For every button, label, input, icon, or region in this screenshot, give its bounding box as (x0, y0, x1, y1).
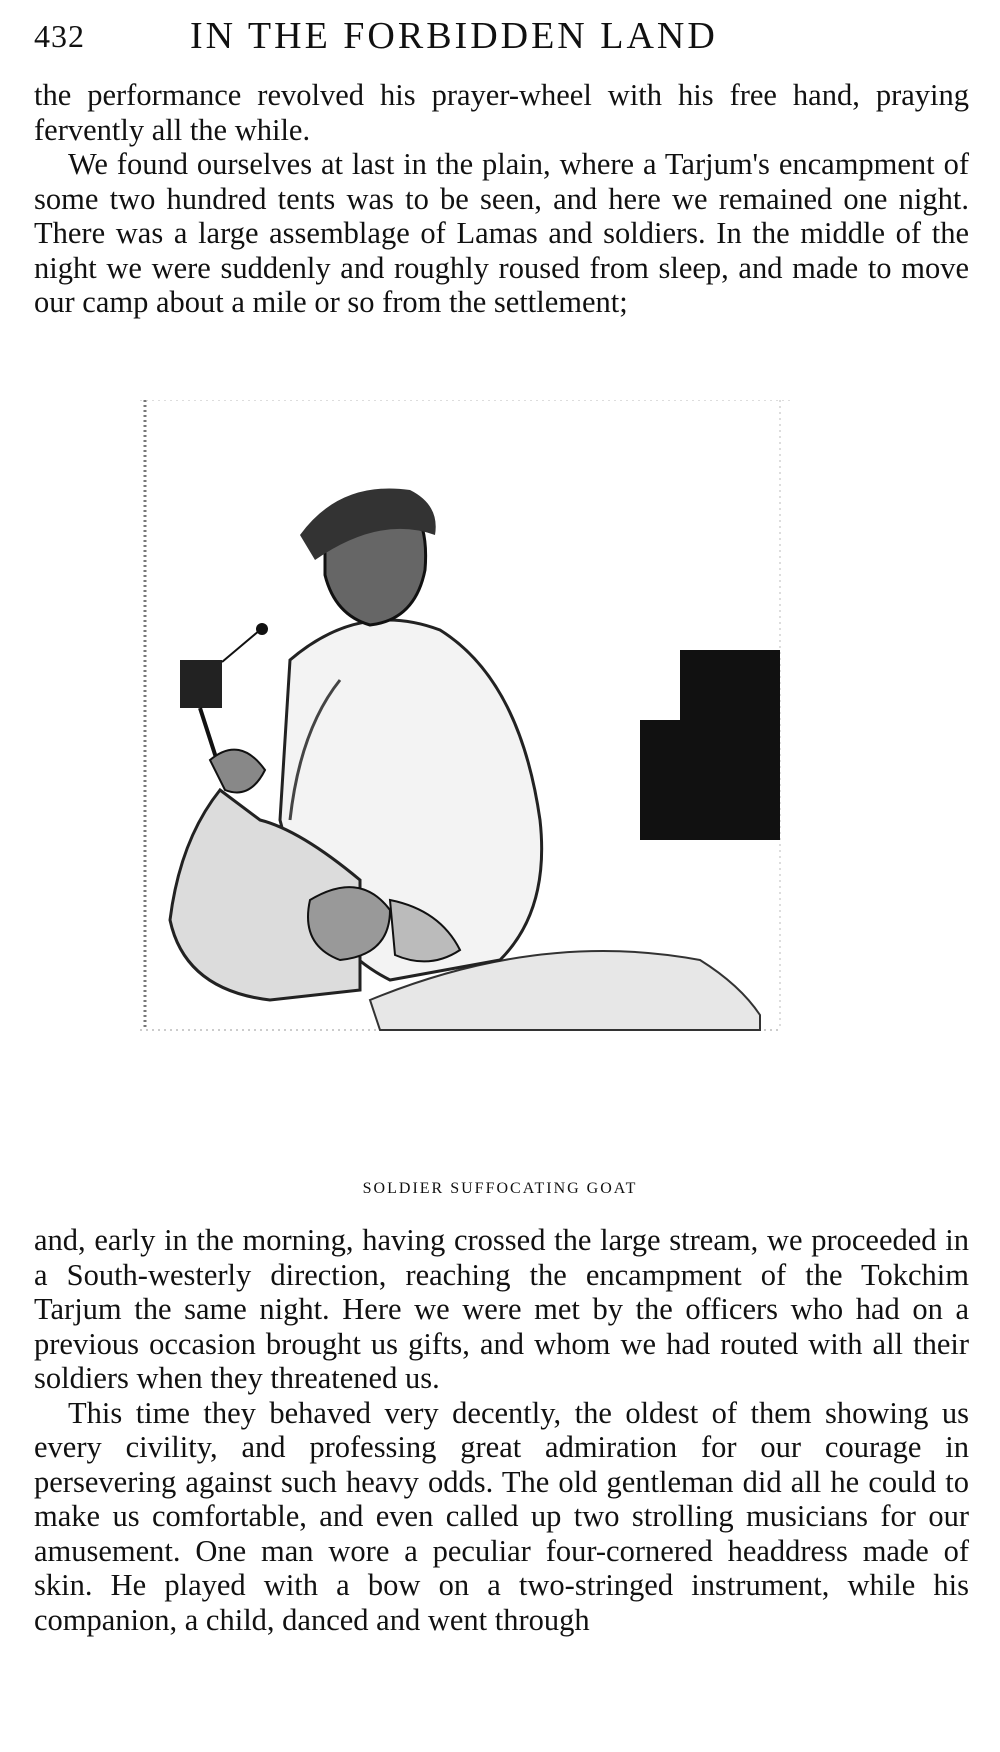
top-text-block (34, 78, 969, 320)
paragraph: This time they behaved very decently, the oldest of them showing us every civility, and professing great admiration for our courage in persevering against such heavy odds. The old gentleman did all he could to make us comfortable, and even called up two strolling musicians for our amusement. One man wore a peculiar four-cornered headdress made of skin. He played with a bow on a two-stringed instrument, while his companion, a child, danced and went through (34, 1395, 969, 1637)
paragraph: and, early in the morning, having crossed the large stream, we proceeded in a South-westerly direction, reaching the encampment of the Tokchim Tarjum the same night. Here we were met by the officers who had on a previous occasion brought us gifts, and whom we had routed with all their soldiers when they threatened us. (34, 1223, 969, 1395)
figure-caption: SOLDIER SUFFOCATING GOAT (362, 1180, 638, 1197)
page-header (34, 14, 964, 64)
bottom-text-block (34, 1223, 969, 1637)
page-number: 432 (34, 18, 85, 54)
paragraph-continuation: the performance revolved his prayer-wheel with his free hand, praying fervently all the while. (34, 78, 969, 147)
paragraph: We found ourselves at last in the plain, where a Tarjum's encampment of some two hundred tents was to be seen, and here we remained one night. There was a large assemblage of Lamas and soldiers. In the middle of the night we were suddenly and roughly roused from sleep, and made to move our camp about a mile or so from the settlement; (34, 147, 969, 319)
illustration (140, 400, 870, 1140)
running-title: IN THE FORBIDDEN LAND (190, 15, 718, 57)
soldier-illustration (140, 400, 870, 1140)
